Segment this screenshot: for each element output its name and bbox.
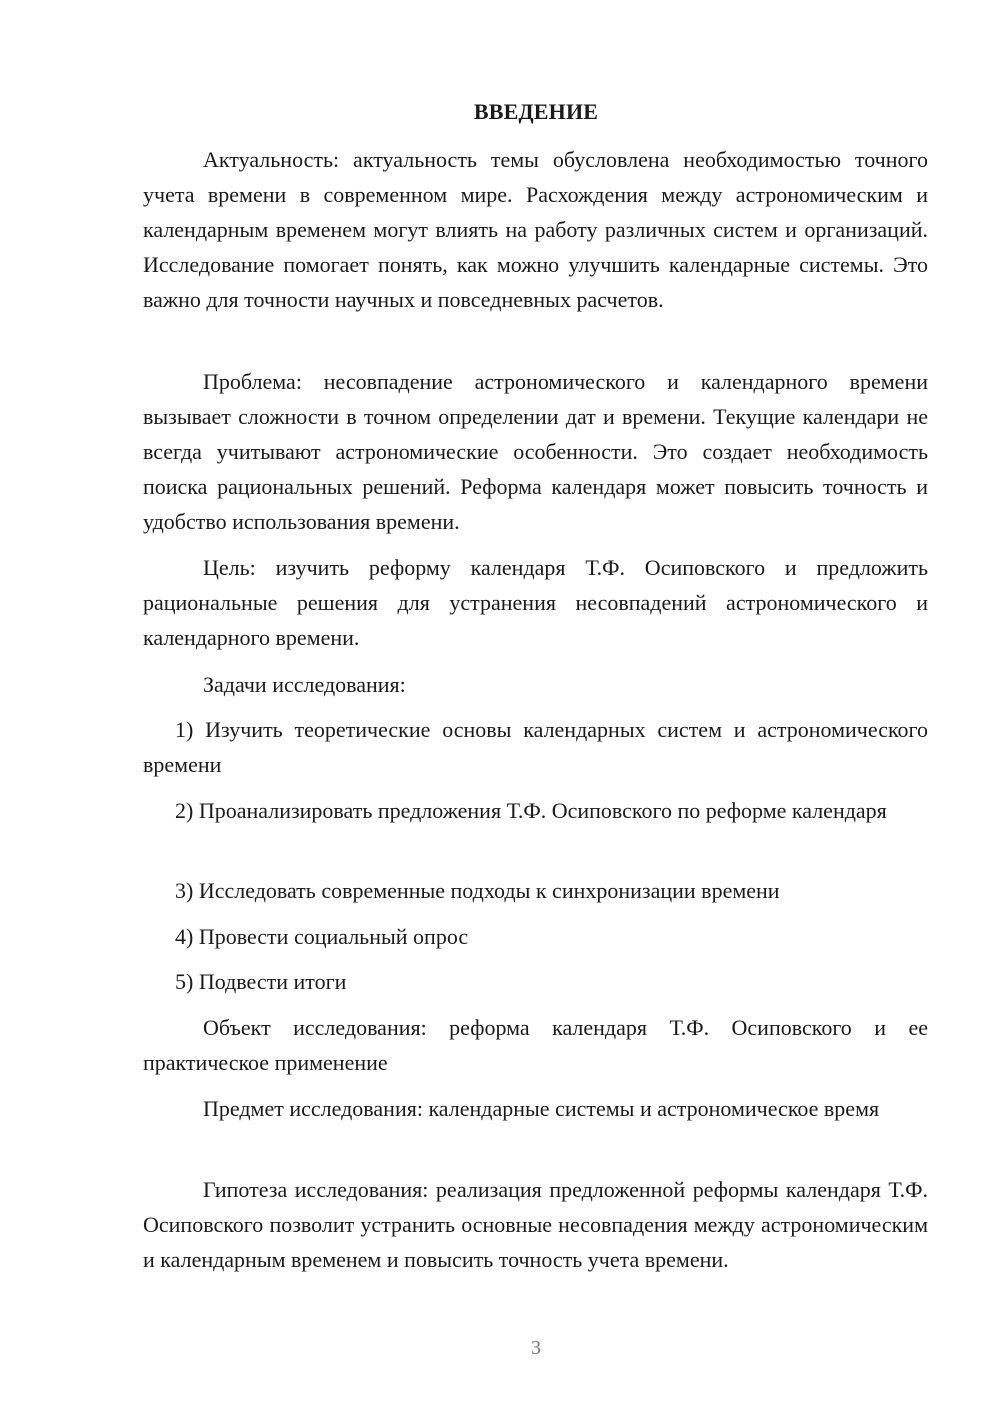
paragraph-object [143, 1010, 928, 1080]
goal-text: Цель: изучить реформу календаря Т.Ф. Осиповского и предложить рациональные решения для устранения несовпадений астрономического и календарного времени. [143, 555, 928, 650]
paragraph-tasks-heading [143, 667, 928, 702]
list-item [143, 873, 928, 908]
paragraph-hypothesis [143, 1172, 928, 1277]
list-item [143, 919, 928, 954]
paragraph-problem [143, 364, 928, 539]
relevance-text: Актуальность: актуальность темы обусловлена необходимостью точного учета времени в современном мире. Расхождения между астрономическим и календарным временем могут влиять на работу различных систем и организаций. Исследование помогает понять, как можно улучшить календарные системы. Это важно для точности научных и повседневных расчетов. [143, 147, 928, 312]
task-1-text: 1) Изучить теоретические основы календарных систем и астрономического времени [143, 717, 928, 777]
task-4-text: 4) Провести социальный опрос [175, 924, 469, 949]
hypothesis-text: Гипотеза исследования: реализация предложенной реформы календаря Т.Ф. Осиповского позволит устранить основные несовпадения между астрономическим и календарным временем и повысить точность учета времени. [143, 1177, 928, 1272]
subject-text: Предмет исследования: календарные системы и астрономическое время [203, 1096, 880, 1121]
list-item [143, 964, 928, 999]
object-text: Объект исследования: реформа календаря Т.Ф. Осиповского и ее практическое применение [143, 1015, 928, 1075]
list-item [143, 712, 928, 782]
task-5-text: 5) Подвести итоги [175, 969, 347, 994]
task-3-text: 3) Исследовать современные подходы к синхронизации времени [175, 878, 780, 903]
paragraph-goal [143, 550, 928, 655]
page-number: 3 [531, 1337, 541, 1359]
paragraph-subject [143, 1091, 928, 1126]
tasks-heading-text: Задачи исследования: [203, 672, 406, 697]
paragraph-relevance [143, 142, 928, 317]
list-item [143, 793, 928, 828]
problem-text: Проблема: несовпадение астрономического и календарного времени вызывает сложности в точном определении дат и времени. Текущие календари не всегда учитывают астрономические особенности. Это создает необходимость поиска рациональных решений. Реформа календаря может повысить точность и удобство использования времени. [143, 369, 928, 534]
page-title: ВВЕДЕНИЕ [473, 99, 599, 124]
task-2-text: 2) Проанализировать предложения Т.Ф. Осиповского по реформе календаря [175, 798, 887, 823]
